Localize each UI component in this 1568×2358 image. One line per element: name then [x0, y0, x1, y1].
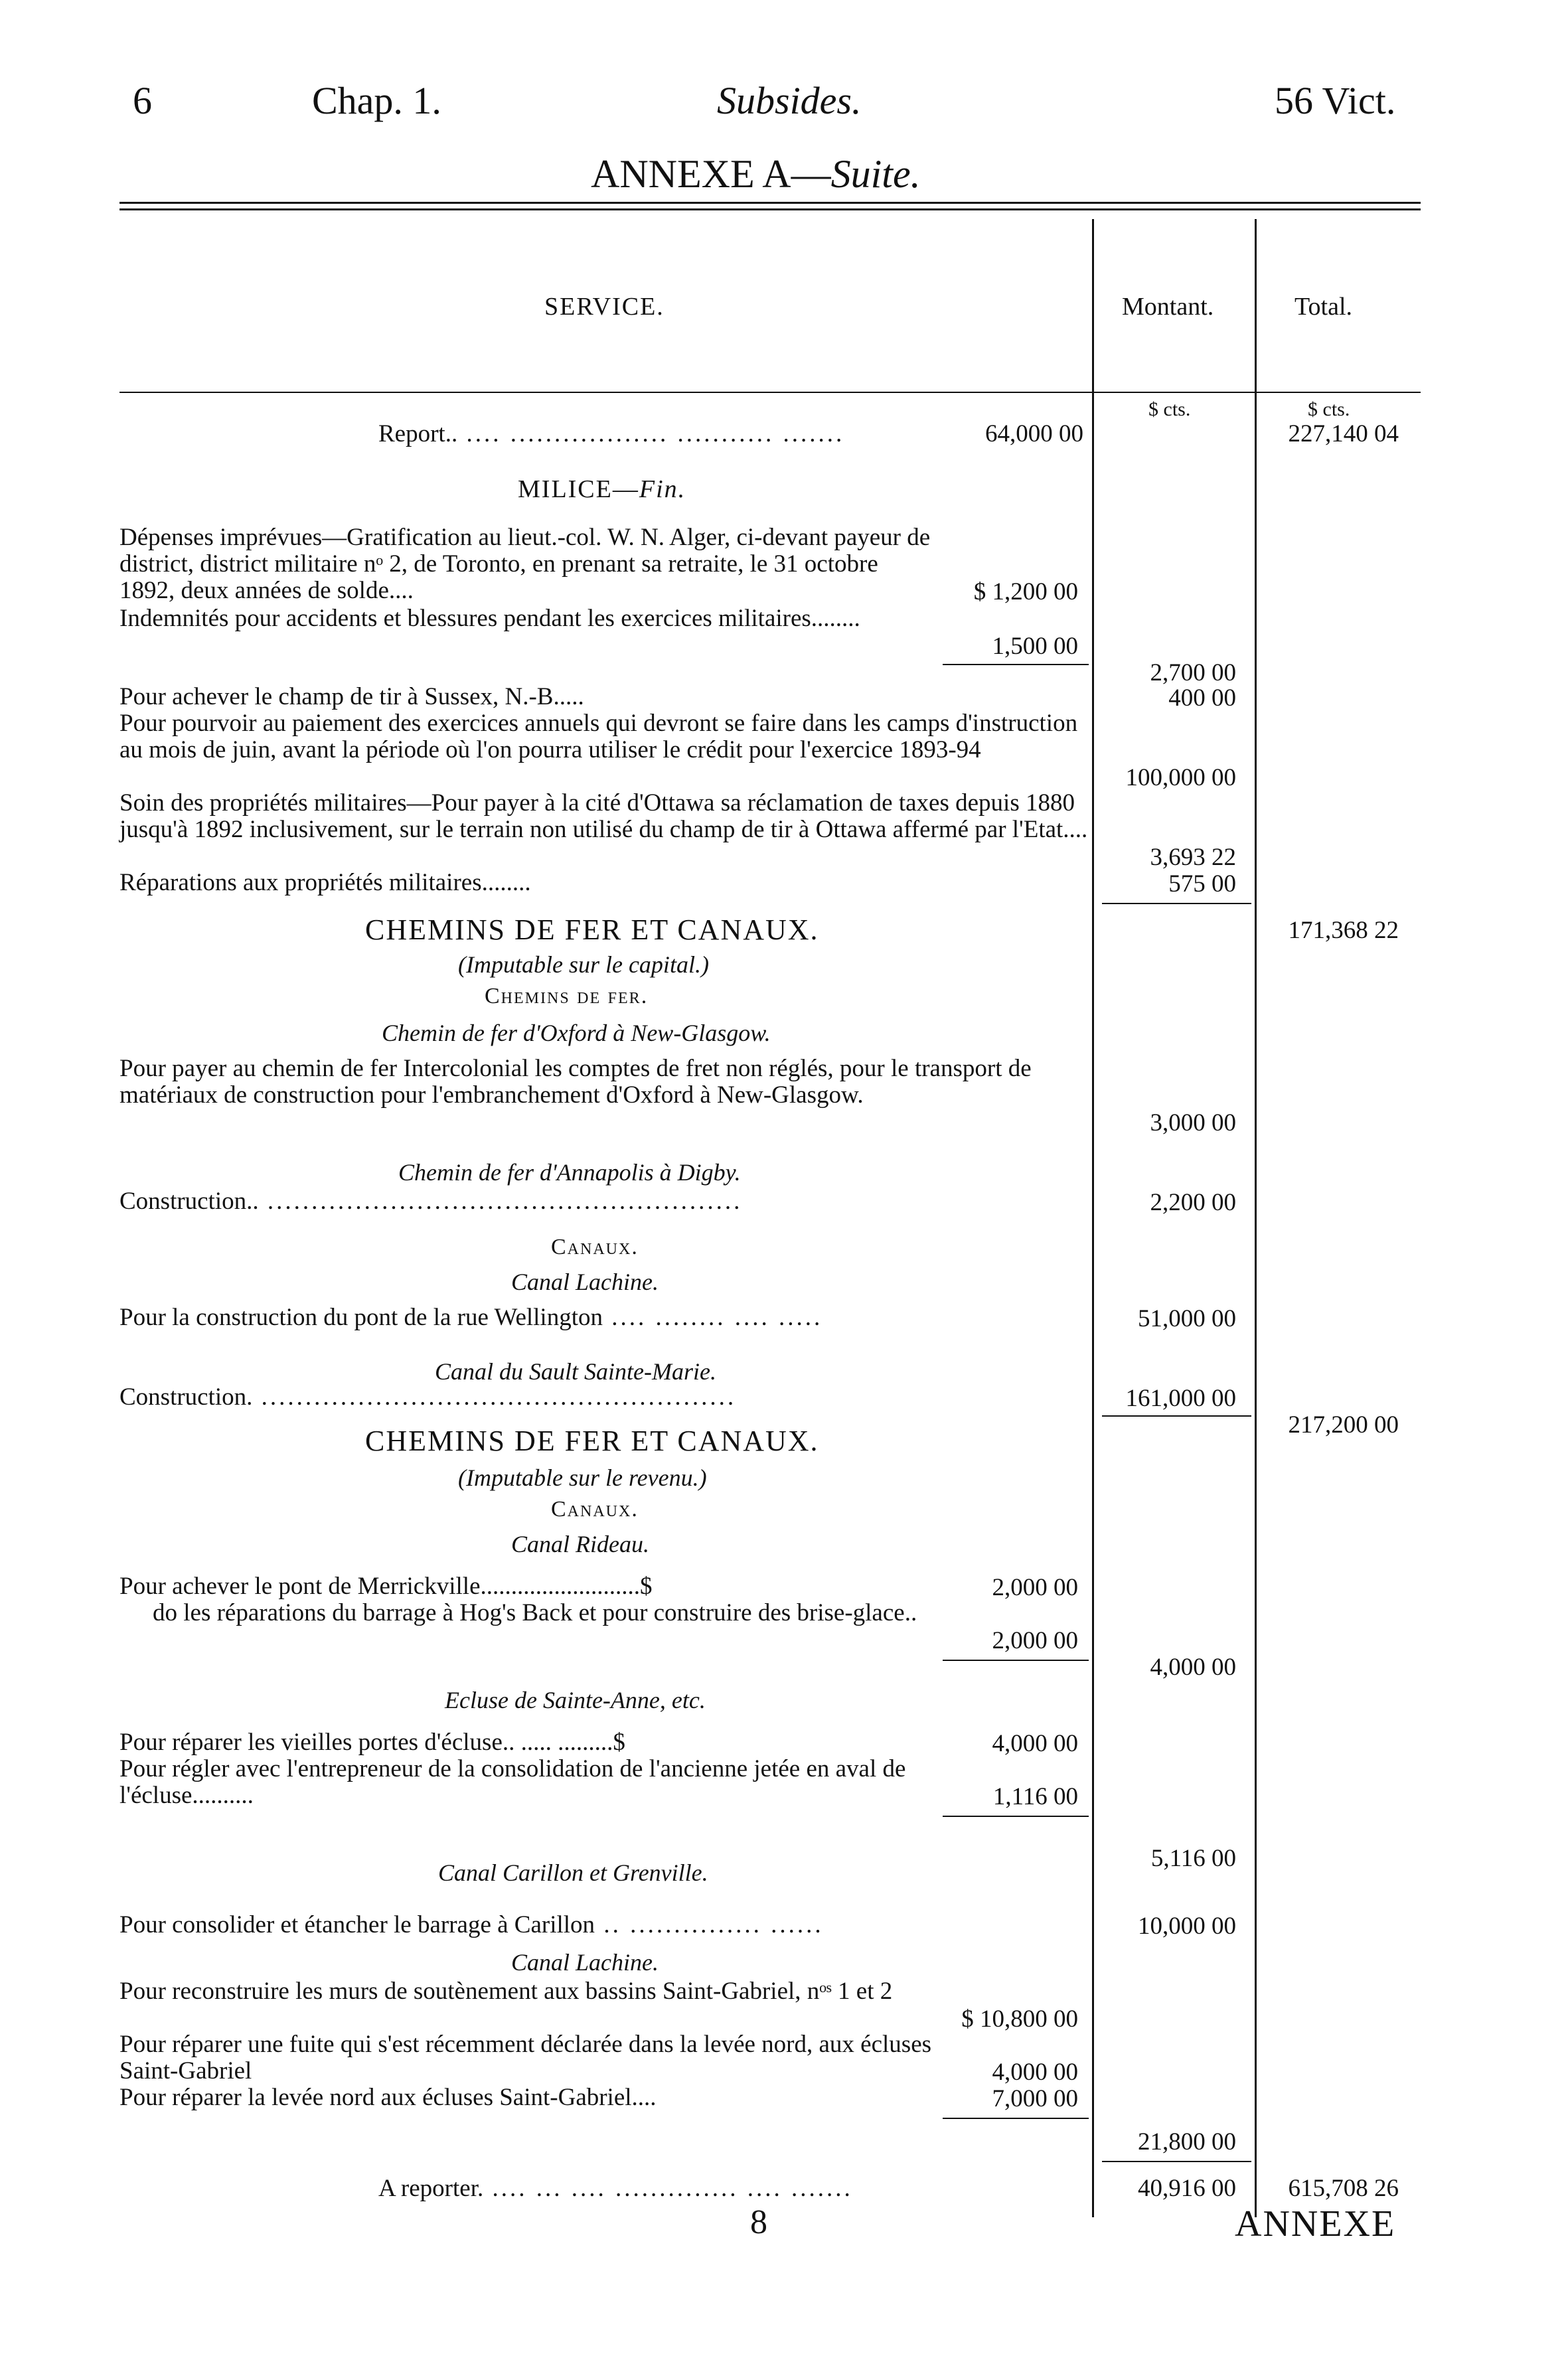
footer-label: A reporter. [378, 2175, 484, 2202]
footer-montant: 40,916 00 [1138, 2175, 1236, 2202]
anne-item-1-amount: 4,000 00 [992, 1730, 1078, 1757]
footer-row: A reporter. .... ... .... .............. .... ....... [378, 2175, 853, 2202]
milice-total: 171,368 22 [1288, 917, 1399, 944]
sault-text: Construction. [119, 1383, 253, 1411]
milice-item-1 [119, 524, 936, 604]
canaux-capital-label: Canaux. [551, 1235, 639, 1259]
lachine-revenue-item-3-text: Pour réparer la levée nord aux écluses Saint-Gabriel.... [119, 2084, 657, 2111]
oxford-text: Pour payer au chemin de fer Intercolonial les comptes de fret non réglés, pour le transport de matériaux de construction pour l'embranchement d'Oxford à New-Glasgow. [119, 1055, 1032, 1109]
oxford-montant: 3,000 00 [1150, 1109, 1236, 1137]
page-title: Subsides. [717, 79, 862, 122]
carillon-item: Pour consolider et étancher le barrage à Carillon .. ............... ...... [119, 1911, 824, 1938]
milice-heading-main: MILICE— [518, 475, 639, 503]
report-row: Report.. .... .................. ........... ....... [378, 420, 845, 447]
milice-item-5 [119, 790, 1089, 843]
anne-title: Ecluse de Sainte-Anne, etc. [445, 1687, 706, 1713]
rideau-item-2 [119, 1600, 943, 1626]
anne-item-2-amount: 1,116 00 [992, 1783, 1078, 1810]
annapolis-item: Construction.. ...................................................... [119, 1188, 743, 1215]
carillon-montant: 10,000 00 [1138, 1913, 1236, 1940]
milice-heading [518, 475, 686, 504]
anne-rule [943, 1816, 1089, 1817]
page-marker: 8 [750, 2203, 767, 2241]
lachine-revenue-title: Canal Lachine. [511, 1949, 659, 1976]
railways-capital-heading: CHEMINS DE FER ET CANAUX. [365, 913, 819, 946]
milice-item-2-amount: 1,500 00 [992, 633, 1078, 660]
lachine-revenue-montant: 21,800 00 [1138, 2128, 1236, 2156]
chapter-label: Chap. 1. [312, 79, 441, 122]
milice-item-6-text: Réparations aux propriétés militaires........ [119, 869, 531, 896]
railways-capital-section: Chemins de fer. [485, 984, 649, 1008]
milice-item-5-montant: 3,693 22 [1150, 844, 1236, 871]
lachine-capital-montant: 51,000 00 [1138, 1305, 1236, 1332]
column-separator-montant [1092, 219, 1094, 2217]
milice-total-rule [1102, 903, 1251, 904]
footer-montant-rule [1102, 2161, 1251, 2162]
lachine-capital-text: Pour la construction du pont de la rue Wellington [119, 1304, 603, 1331]
annex-title [591, 151, 921, 197]
rideau-item-1-amount: 2,000 00 [992, 1574, 1078, 1601]
sault-title: Canal du Sault Sainte-Marie. [435, 1358, 716, 1385]
report-total: 227,140 04 [1288, 420, 1399, 447]
railways-revenue-subheading: (Imputable sur le revenu.) [458, 1464, 707, 1491]
railways-capital-subheading: (Imputable sur le capital.) [458, 951, 709, 978]
annapolis-text: Construction.. [119, 1188, 259, 1215]
railways-revenue-heading: CHEMINS DE FER ET CANAUX. [365, 1425, 819, 1457]
page-number: 6 [133, 79, 152, 122]
milice-item-6 [119, 870, 1089, 896]
report-label: Report.. [378, 420, 458, 447]
rideau-item-2-amount: 2,000 00 [992, 1627, 1078, 1654]
oxford-title: Chemin de fer d'Oxford à New-Glasgow. [382, 1020, 771, 1046]
lachine-revenue-item-2 [119, 2031, 943, 2084]
header-rule-top [119, 202, 1421, 204]
lachine-revenue-item-3 [119, 2084, 943, 2111]
catchword: ANNEXE [1235, 2203, 1396, 2244]
anne-item-2 [119, 1756, 943, 1809]
column-heading-montant: Montant. [1122, 293, 1214, 321]
canaux-revenue-label: Canaux. [551, 1497, 639, 1522]
anne-item-2-text: Pour régler avec l'entrepreneur de la consolidation de l'ancienne jetée en aval de l'écluse.......... [119, 1755, 906, 1809]
annex-title-suite: Suite. [830, 152, 921, 196]
lachine-revenue-rule [943, 2118, 1089, 2119]
railways-capital-total: 217,200 00 [1288, 1411, 1399, 1439]
column-heading-rule [119, 392, 1421, 393]
lachine-revenue-item-2-text: Pour réparer une fuite qui s'est récemment déclarée dans la levée nord, aux écluses Saint-Gabriel [119, 2031, 932, 2084]
anne-item-1 [119, 1729, 943, 1756]
rideau-item-1-text: Pour achever le pont de Merrickville..........................$ [119, 1573, 653, 1600]
milice-subtotal-rule [943, 664, 1089, 665]
rideau-rule [943, 1660, 1089, 1661]
lachine-revenue-item-1-amount: $ 10,800 00 [961, 2005, 1078, 2033]
railways-capital-total-rule [1102, 1415, 1251, 1417]
rideau-item-2-text: do les réparations du barrage à Hog's Back et pour construire des brise-glace.. [153, 1599, 917, 1626]
milice-item-3 [119, 684, 1089, 710]
lachine-capital-item: Pour la construction du pont de la rue Wellington .... ........ .... ..... [119, 1304, 823, 1331]
annapolis-title: Chemin de fer d'Annapolis à Digby. [398, 1159, 741, 1186]
column-separator-total [1255, 219, 1257, 2217]
rideau-montant: 4,000 00 [1150, 1654, 1236, 1681]
rideau-item-1 [119, 1573, 943, 1600]
anne-item-1-text: Pour réparer les vieilles portes d'écluse.. ..... .........$ [119, 1729, 625, 1756]
lachine-revenue-item-1-text: Pour reconstruire les murs de soutènement aux bassins Saint-Gabriel, nᵒˢ 1 et 2 [119, 1978, 893, 2005]
rideau-title: Canal Rideau. [511, 1531, 649, 1557]
milice-item-1-amount: $ 1,200 00 [973, 578, 1078, 605]
milice-item-4-text: Pour pourvoir au paiement des exercices annuels qui devront se faire dans les camps d'instruction au mois de juin, avant la période où l'on pourra utiliser le crédit pour l'exercice 1893-94 [119, 710, 1078, 763]
milice-item-3-montant: 400 00 [1168, 684, 1236, 712]
report-montant: 64,000 00 [985, 420, 1083, 447]
header-rule-bottom [119, 208, 1421, 210]
milice-item-2-text: Indemnités pour accidents et blessures pendant les exercices militaires........ [119, 605, 860, 632]
lachine-revenue-item-3-amount: 7,000 00 [992, 2085, 1078, 2112]
sault-montant: 161,000 00 [1125, 1385, 1236, 1412]
carillon-title: Canal Carillon et Grenville. [438, 1859, 708, 1886]
carillon-text: Pour consolider et étancher le barrage à Carillon [119, 1911, 595, 1938]
lachine-capital-title: Canal Lachine. [511, 1269, 659, 1295]
lachine-revenue-item-1 [119, 1978, 943, 2005]
montant-cts-label: $ cts. [1148, 398, 1191, 420]
oxford-item [119, 1056, 1089, 1109]
milice-item-5-text: Soin des propriétés militaires—Pour payer à la cité d'Ottawa sa réclamation de taxes depuis 1880 jusqu'à 1892 inclusivement, sur le terrain non utilisé du champ de tir à Ottawa affermé par l'Etat.... [119, 789, 1088, 843]
footer-total: 615,708 26 [1288, 2175, 1399, 2202]
column-heading-total: Total. [1294, 293, 1353, 321]
milice-item-2 [119, 605, 949, 632]
annex-title-main: ANNEXE A— [591, 152, 831, 196]
session-label: 56 Vict. [1275, 79, 1396, 122]
milice-item-1-text: Dépenses imprévues—Gratification au lieut.-col. W. N. Alger, ci-devant payeur de district, district militaire nᵒ 2, de Toronto, en prenant sa retraite, le 31 octobre 1892, deux années de solde.... [119, 524, 931, 604]
sault-item: Construction. ...................................................... [119, 1383, 737, 1411]
milice-item-3-text: Pour achever le champ de tir à Sussex, N.-B..... [119, 683, 584, 710]
anne-montant: 5,116 00 [1150, 1845, 1236, 1872]
column-heading-service: SERVICE. [544, 293, 665, 321]
total-cts-label: $ cts. [1308, 398, 1350, 420]
milice-subtotal: 2,700 00 [1150, 659, 1236, 686]
lachine-revenue-item-2-amount: 4,000 00 [992, 2059, 1078, 2086]
milice-item-4-montant: 100,000 00 [1125, 764, 1236, 791]
milice-item-6-montant: 575 00 [1168, 870, 1236, 898]
milice-item-4 [119, 710, 1089, 763]
milice-heading-fin: Fin. [639, 475, 686, 503]
annapolis-montant: 2,200 00 [1150, 1189, 1236, 1216]
